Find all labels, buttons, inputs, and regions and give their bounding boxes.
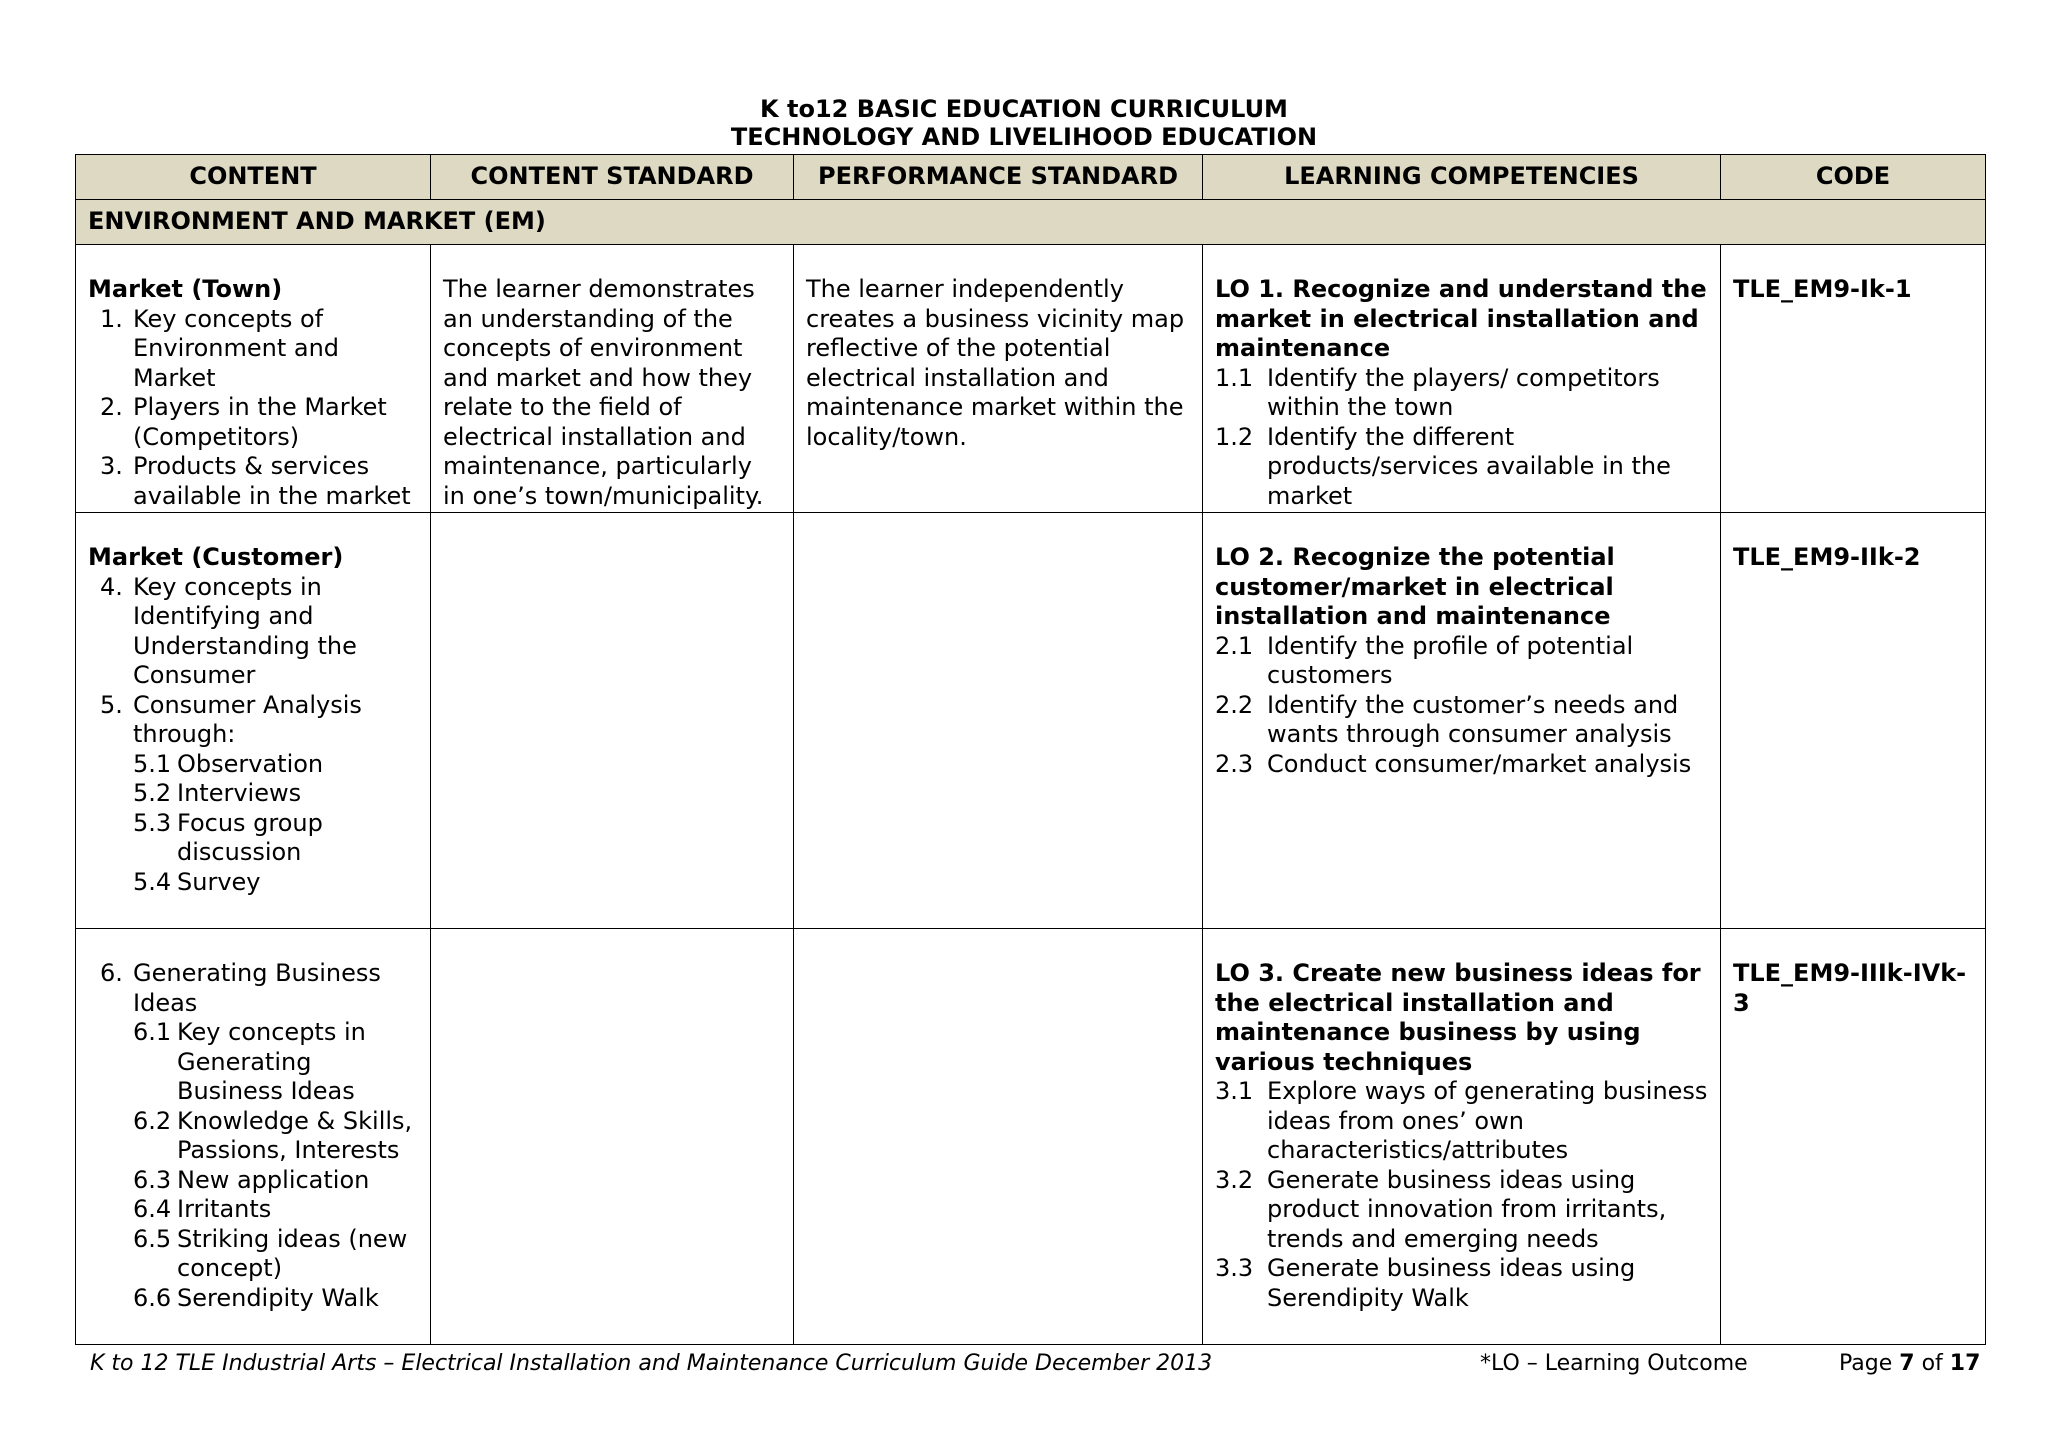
- content-item: [88, 452, 418, 511]
- item-number: 3.2: [1215, 1165, 1254, 1194]
- content-subitem: [88, 1225, 418, 1284]
- content-subitem: [88, 1018, 418, 1107]
- curriculum-table: [75, 154, 1986, 1345]
- code-text: TLE_EM9-Ik-1: [1733, 275, 1912, 303]
- table-row: [76, 513, 1986, 929]
- item-number: 3.: [100, 452, 123, 480]
- competency-item: [1215, 423, 1708, 512]
- content-item: [88, 573, 418, 691]
- item-text: Identify the players/ competitors within the town: [1267, 363, 1660, 421]
- item-text: Focus group discussion: [177, 808, 323, 866]
- item-number: 6.5: [133, 1224, 172, 1253]
- lo-title: LO 3. Create new business ideas for the electrical installation and maintenance business by using various techniques: [1215, 959, 1701, 1076]
- performance-standard-cell: [794, 929, 1203, 1345]
- item-number: 4.: [100, 572, 123, 601]
- item-number: 6.3: [133, 1165, 172, 1194]
- item-number: 5.1: [133, 749, 172, 778]
- item-text: Interviews: [177, 779, 302, 807]
- performance-standard-cell: [794, 513, 1203, 929]
- col-header-learning-competencies: LEARNING COMPETENCIES: [1203, 155, 1721, 200]
- content-subitem: [88, 1107, 418, 1166]
- item-text: New application: [177, 1165, 370, 1194]
- competency-item: [1215, 632, 1708, 691]
- item-number: 1.1: [1215, 363, 1254, 392]
- item-number: 6.: [100, 959, 123, 987]
- item-text: Identify the profile of potential customers: [1267, 631, 1634, 689]
- content-cell: [76, 245, 431, 513]
- content-subitem: [88, 1166, 418, 1196]
- content-cell: [76, 929, 431, 1345]
- item-text: Generating Business Ideas: [133, 959, 381, 1017]
- code-text: TLE_EM9-IIIk-IVk-3: [1733, 959, 1967, 1017]
- code-cell: [1721, 513, 1986, 929]
- content-subitem: [88, 1195, 418, 1225]
- page-of: of: [1914, 1351, 1950, 1376]
- item-number: 3.1: [1215, 1077, 1254, 1105]
- page-current: 7: [1899, 1351, 1915, 1376]
- col-header-content: CONTENT: [76, 155, 431, 200]
- performance-standard-cell: [794, 245, 1203, 513]
- item-text: Key concepts of Environment and Market: [133, 304, 340, 392]
- table-row: [76, 929, 1986, 1345]
- performance-standard-text: The learner independently creates a business vicinity map reflective of the potential electrical installation and maintenance market within the locality/town.: [806, 275, 1185, 451]
- page-prefix: Page: [1839, 1351, 1900, 1376]
- header-title-line2: TECHNOLOGY AND LIVELIHOOD EDUCATION: [730, 123, 1318, 151]
- content-subitem: [88, 809, 418, 868]
- footer-document-title: K to 12 TLE Industrial Arts – Electrical Installation and Maintenance Curriculum Guide December 2013: [90, 1351, 1213, 1376]
- content-subitem: [88, 779, 418, 809]
- document-header: [0, 95, 2048, 151]
- competency-item: [1215, 691, 1708, 750]
- item-text: Serendipity Walk: [177, 1283, 379, 1312]
- learning-competencies-cell: [1203, 513, 1721, 929]
- item-text: Striking ideas (new concept): [177, 1224, 408, 1282]
- item-text: Survey: [177, 867, 261, 896]
- item-text: Identify the customer’s needs and wants through consumer analysis: [1267, 690, 1679, 748]
- item-text: Products & services available in the market: [133, 452, 411, 510]
- content-title: Market (Customer): [88, 543, 344, 571]
- content-standard-text: The learner demonstrates an understanding of the concepts of environment and market and how they relate to the field of electrical installation and maintenance, particularly in one’s town/municipality.: [443, 275, 764, 510]
- item-number: 3.3: [1215, 1254, 1254, 1282]
- item-text: Explore ways of generating business ideas from ones’ own characteristics/attributes: [1267, 1077, 1708, 1164]
- content-item: [88, 691, 418, 750]
- item-text: Knowledge & Skills, Passions, Interests: [177, 1106, 413, 1164]
- competency-item: [1215, 1166, 1708, 1255]
- content-title: Market (Town): [88, 275, 283, 303]
- footer-page-number: [1839, 1350, 1980, 1378]
- item-number: 2.2: [1215, 690, 1254, 719]
- item-text: Observation: [177, 749, 324, 778]
- code-text: TLE_EM9-IIk-2: [1733, 543, 1921, 571]
- lo-title: LO 1. Recognize and understand the market in electrical installation and maintenance: [1215, 275, 1707, 362]
- item-number: 5.3: [133, 808, 172, 837]
- item-number: 1.: [100, 304, 123, 333]
- competency-item: [1215, 364, 1708, 423]
- item-text: Key concepts in Identifying and Understanding the Consumer: [133, 572, 357, 689]
- item-number: 6.1: [133, 1018, 172, 1046]
- item-text: Generate business ideas using Serendipity Walk: [1267, 1254, 1636, 1312]
- learning-competencies-cell: [1203, 245, 1721, 513]
- item-text: Conduct consumer/market analysis: [1267, 749, 1692, 778]
- item-number: 5.4: [133, 867, 172, 896]
- content-standard-cell: [431, 245, 794, 513]
- page-total: 17: [1949, 1351, 1981, 1376]
- item-text: Irritants: [177, 1195, 272, 1223]
- content-standard-cell: [431, 513, 794, 929]
- item-number: 5.: [100, 690, 123, 719]
- header-title-line1: K to12 BASIC EDUCATION CURRICULUM: [760, 95, 1288, 123]
- item-text: Key concepts in Generating Business Ideas: [177, 1018, 366, 1105]
- content-subitem: [88, 750, 418, 780]
- item-number: 2.: [100, 393, 123, 421]
- footer-lo-note: *LO – Learning Outcome: [1480, 1351, 1748, 1376]
- content-item: [88, 959, 418, 1018]
- content-subitem: [88, 868, 418, 898]
- table-row: [76, 245, 1986, 513]
- code-cell: [1721, 929, 1986, 1345]
- content-item: [88, 305, 418, 394]
- content-item: [88, 393, 418, 452]
- item-number: 6.2: [133, 1106, 172, 1135]
- lo-title: LO 2. Recognize the potential customer/market in electrical installation and maintenance: [1215, 543, 1615, 630]
- competency-item: [1215, 1077, 1708, 1166]
- item-number: 6.6: [133, 1283, 172, 1312]
- content-cell: [76, 513, 431, 929]
- content-subitem: [88, 1284, 418, 1314]
- item-number: 1.2: [1215, 422, 1254, 451]
- code-cell: [1721, 245, 1986, 513]
- header-row: [76, 155, 1986, 200]
- item-number: 5.2: [133, 779, 172, 807]
- competency-item: [1215, 1254, 1708, 1313]
- section-title: ENVIRONMENT AND MARKET (EM): [76, 200, 1986, 245]
- item-number: 2.1: [1215, 631, 1254, 660]
- item-number: 2.3: [1215, 749, 1254, 778]
- item-text: Generate business ideas using product innovation from irritants, trends and emerging needs: [1267, 1165, 1667, 1253]
- item-text: Identify the different products/services available in the market: [1267, 422, 1671, 510]
- item-number: 6.4: [133, 1195, 172, 1223]
- item-text: Players in the Market (Competitors): [133, 393, 387, 451]
- content-standard-cell: [431, 929, 794, 1345]
- section-row: [76, 200, 1986, 245]
- learning-competencies-cell: [1203, 929, 1721, 1345]
- col-header-content-standard: CONTENT STANDARD: [431, 155, 794, 200]
- col-header-code: CODE: [1721, 155, 1986, 200]
- competency-item: [1215, 750, 1708, 780]
- item-text: Consumer Analysis through:: [133, 690, 362, 748]
- col-header-performance-standard: PERFORMANCE STANDARD: [794, 155, 1203, 200]
